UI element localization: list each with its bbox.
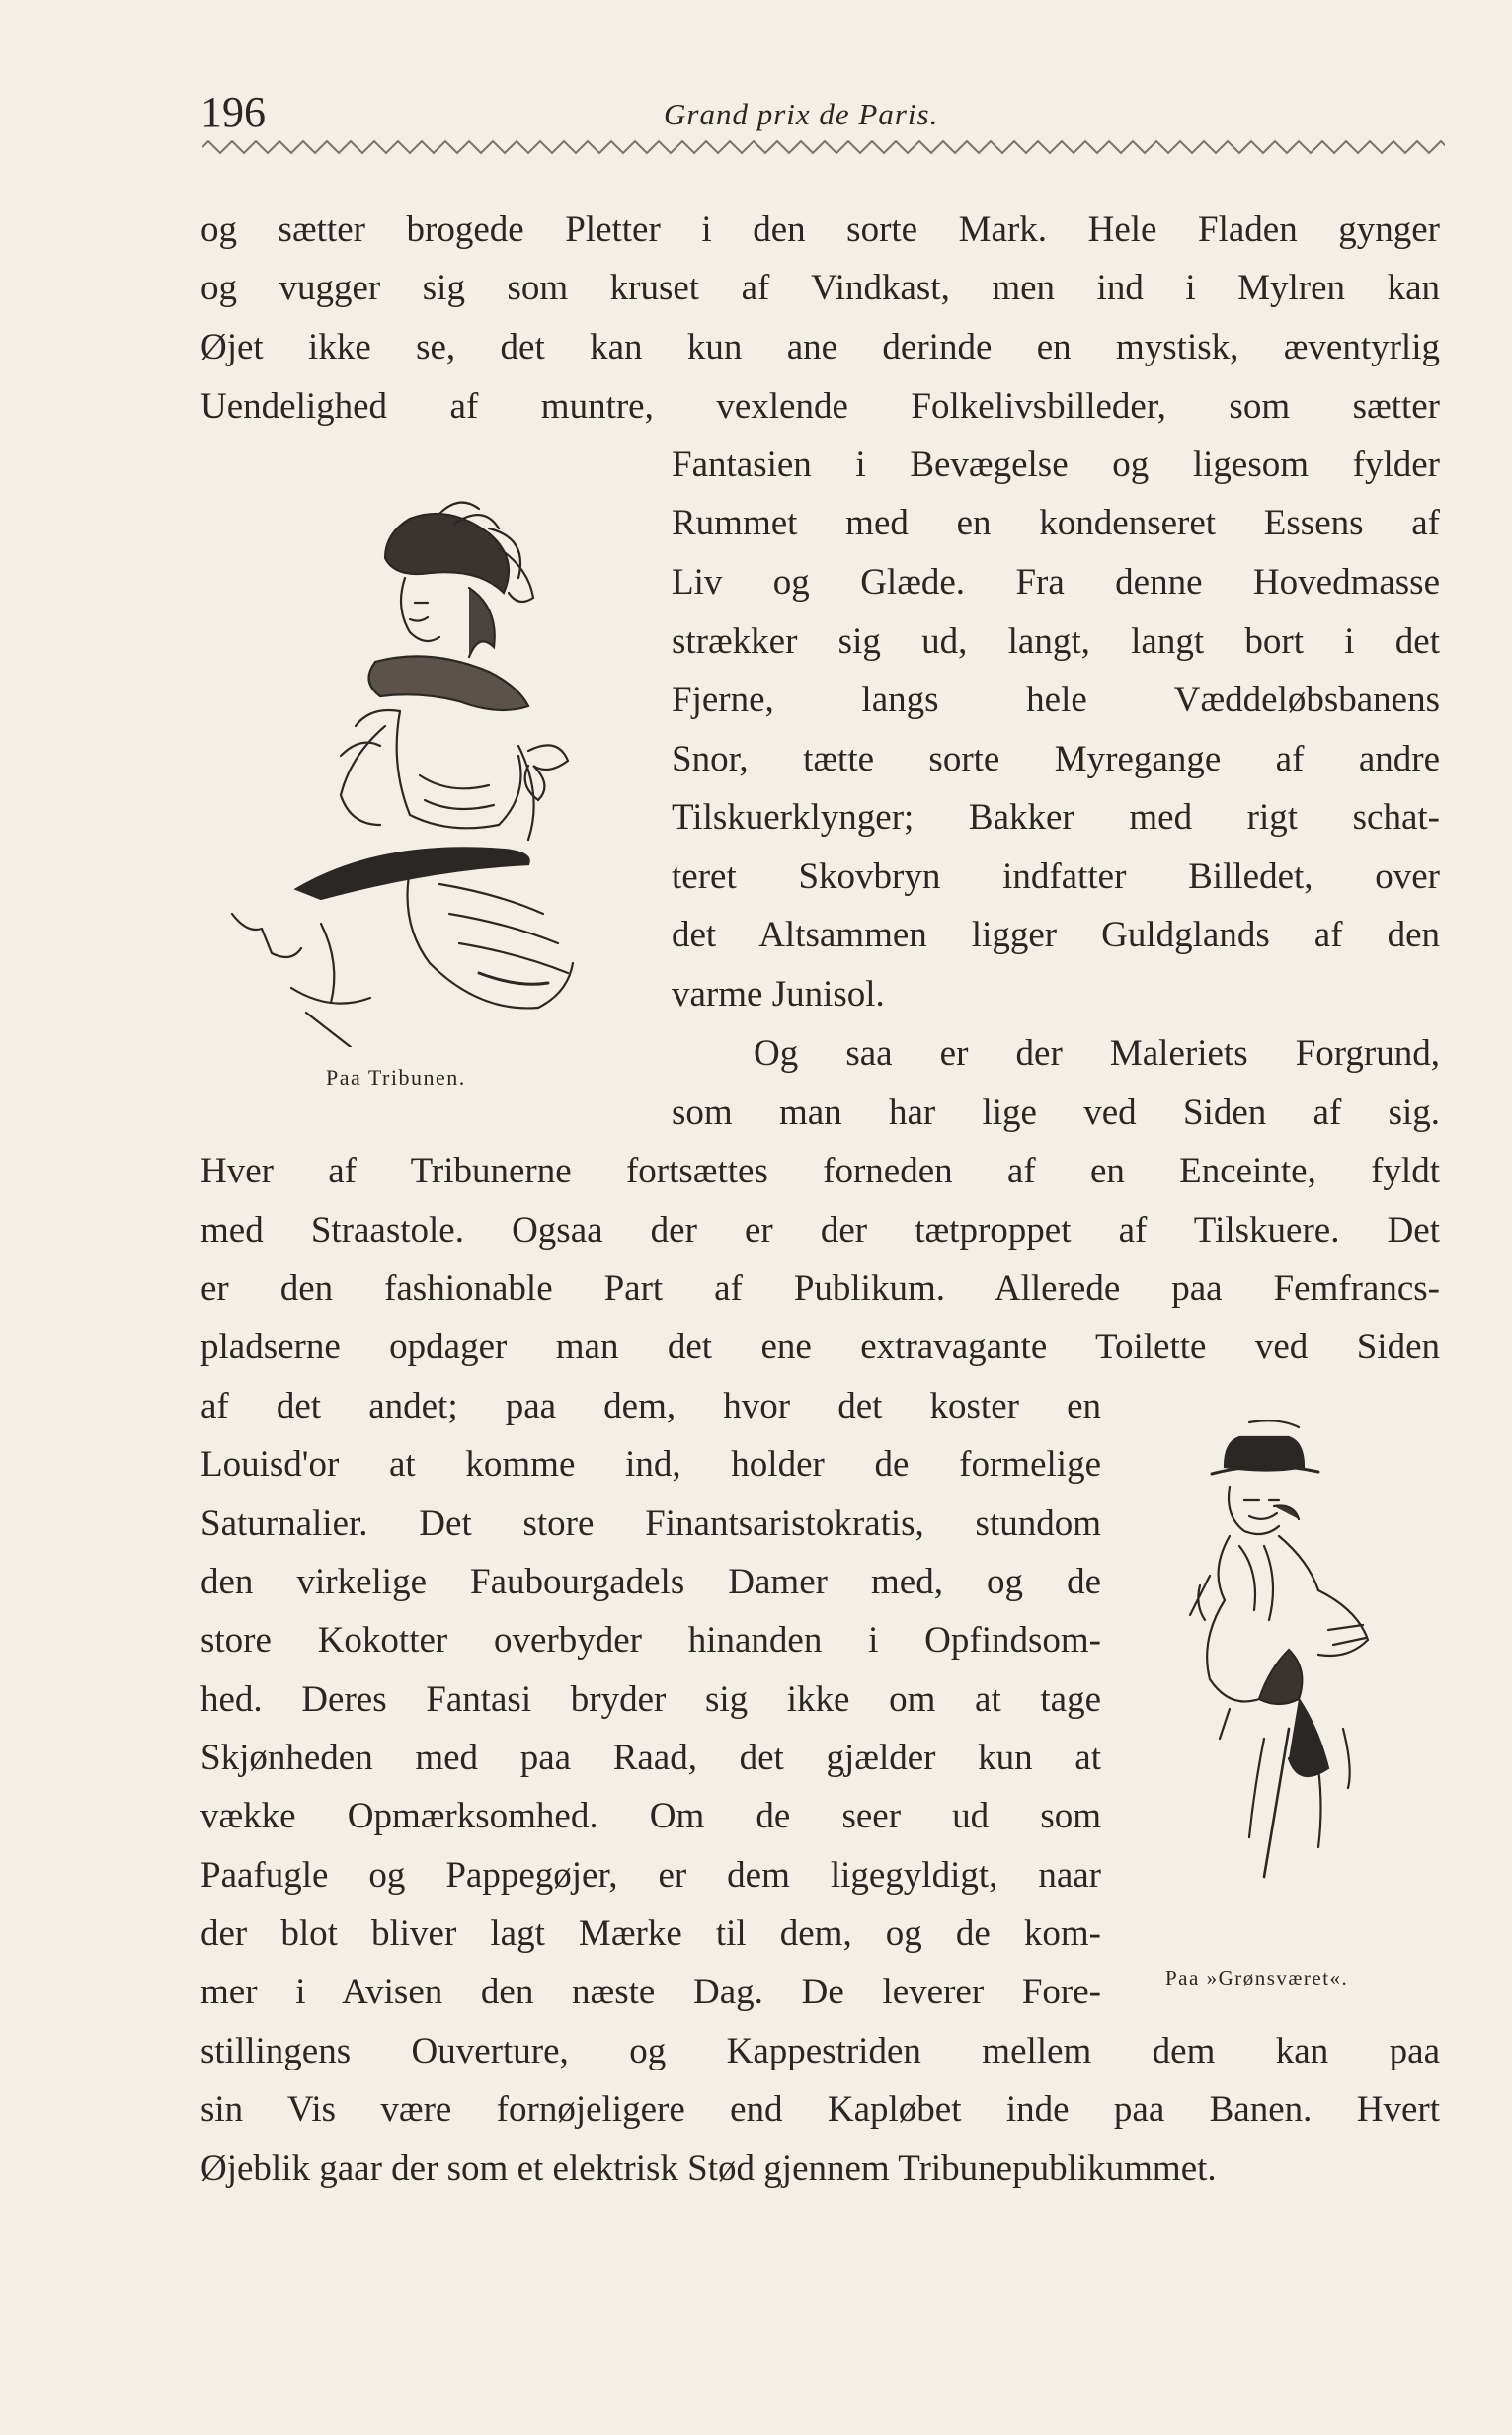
text-line: mer i Avisen den næste Dag. De leverer Fore- bbox=[200, 1972, 1101, 2012]
text-line: varme Junisol. bbox=[672, 974, 885, 1015]
running-title: Grand prix de Paris. bbox=[664, 97, 939, 131]
text-line: der blot bliver lagt Mærke til dem, og de kom- bbox=[200, 1913, 1101, 1954]
text-line: Og saa er der Maleriets Forgrund, bbox=[754, 1033, 1440, 1074]
text-line: hed. Deres Fantasi bryder sig ikke om at tage bbox=[200, 1679, 1101, 1720]
page-number: 196 bbox=[200, 88, 266, 136]
text-line: den virkelige Faubourgadels Damer med, og de bbox=[200, 1562, 1101, 1602]
illustration-caption: Paa »Grønsværet«. bbox=[1165, 1966, 1349, 1989]
text-line: Louisd'or at komme ind, holder de formelige bbox=[200, 1444, 1101, 1485]
text-line: Liv og Glæde. Fra denne Hovedmasse bbox=[672, 562, 1440, 603]
text-line: Skjønheden med paa Raad, det gjælder kun at bbox=[200, 1738, 1101, 1778]
text-line: Øjet ikke se, det kan kun ane derinde en mystisk, æventyrlig bbox=[200, 327, 1440, 367]
text-line: Rummet med en kondenseret Essens af bbox=[672, 503, 1440, 543]
text-line: sin Vis være fornøjeligere end Kapløbet inde paa Banen. Hvert bbox=[200, 2089, 1440, 2130]
text-line: Øjeblik gaar der som et elektrisk Stød gjennem Tribunepublikummet. bbox=[200, 2149, 1217, 2189]
text-line: Snor, tætte sorte Myregange af andre bbox=[672, 739, 1440, 779]
text-line: Fjerne, langs hele Væddeløbsbanens bbox=[672, 680, 1440, 720]
text-line: er den fashionable Part af Publikum. Allerede paa Femfrancs- bbox=[200, 1268, 1440, 1309]
illustration-caption: Paa Tribunen. bbox=[326, 1065, 466, 1090]
text-line: og vugger sig som kruset af Vindkast, men ind i Mylren kan bbox=[200, 268, 1440, 308]
text-line: strækker sig ud, langt, langt bort i det bbox=[672, 621, 1440, 662]
text-line: Fantasien i Bevægelse og ligesom fylder bbox=[672, 445, 1440, 485]
text-line: stillingens Ouverture, og Kappestriden mellem dem kan paa bbox=[200, 2031, 1440, 2071]
text-line: med Straastole. Ogsaa der er der tætproppet af Tilskuere. Det bbox=[200, 1210, 1440, 1251]
text-line: Paafugle og Pappegøjer, er dem ligegyldigt, naar bbox=[200, 1855, 1101, 1896]
text-line: teret Skovbryn indfatter Billedet, over bbox=[672, 856, 1440, 897]
text-line: pladserne opdager man det ene extravagante Toilette ved Siden bbox=[200, 1327, 1440, 1367]
text-line: af det andet; paa dem, hvor det koster en bbox=[200, 1386, 1101, 1426]
text-line: Tilskuerklynger; Bakker med rigt schat- bbox=[672, 797, 1440, 838]
text-line: det Altsammen ligger Guldglands af den bbox=[672, 915, 1440, 955]
gentleman-in-top-hat-illustration bbox=[1170, 1413, 1437, 1936]
wavy-rule-ornament bbox=[202, 135, 1445, 159]
text-line: Uendelighed af muntre, vexlende Folkelivsbilleder, som sætter bbox=[200, 386, 1440, 427]
text-line: og sætter brogede Pletter i den sorte Mark. Hele Fladen gynger bbox=[200, 209, 1440, 250]
text-line: vække Opmærksomhed. Om de seer ud som bbox=[200, 1796, 1101, 1836]
text-line: Hver af Tribunerne fortsættes forneden af en Enceinte, fyldt bbox=[200, 1151, 1440, 1191]
text-line: som man har lige ved Siden af sig. bbox=[672, 1093, 1440, 1133]
text-line: store Kokotter overbyder hinanden i Opfindsom- bbox=[200, 1620, 1101, 1661]
text-line: Saturnalier. Det store Finantsaristokratis, stundom bbox=[200, 1503, 1101, 1544]
woman-in-feathered-hat-illustration bbox=[202, 499, 602, 1047]
